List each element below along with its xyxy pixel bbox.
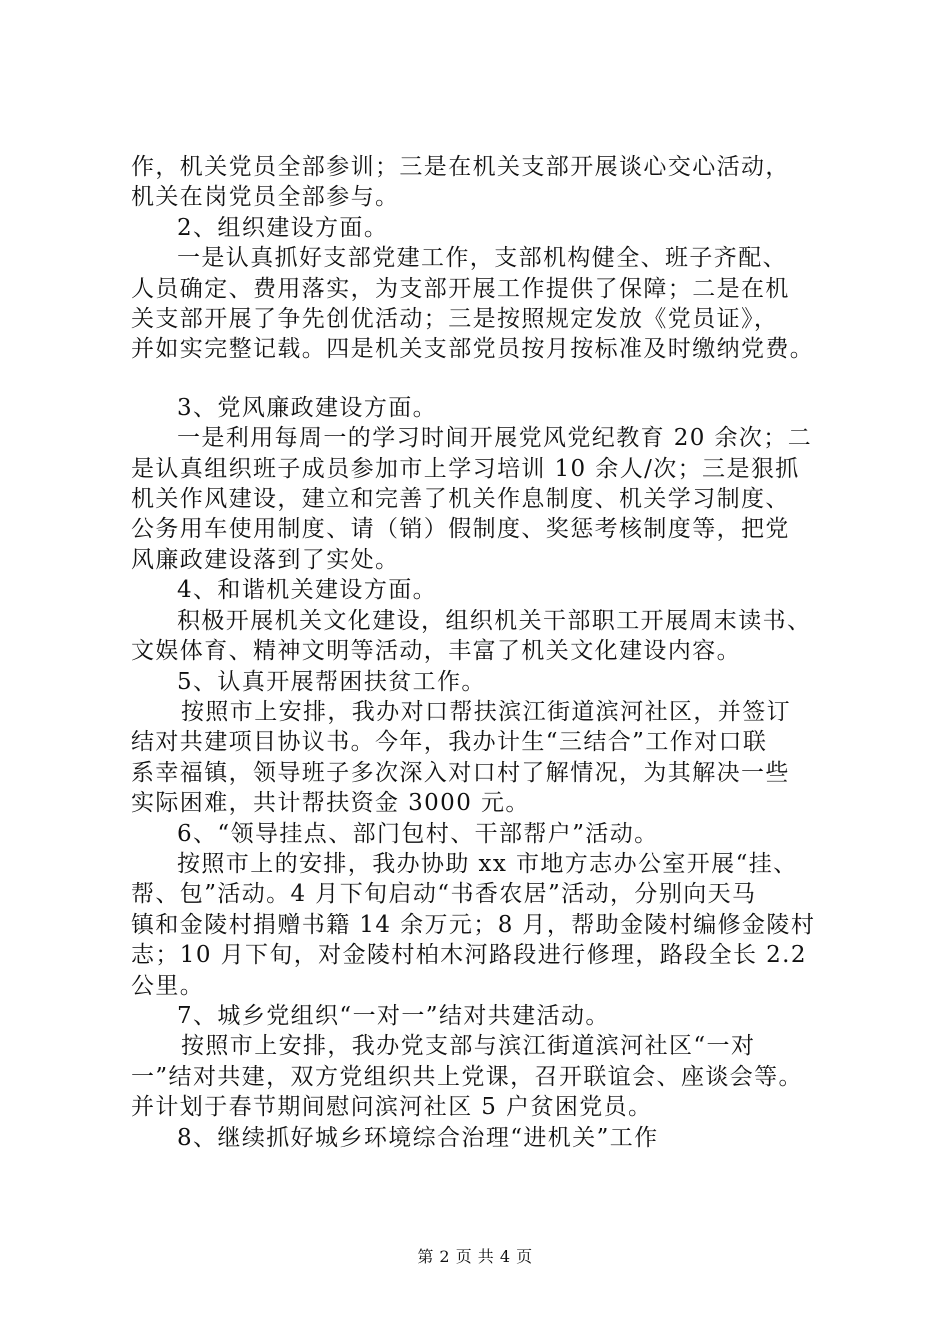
text-line: 系幸福镇，领导班子多次深入对口村了解情况，为其解决一些 [131, 759, 790, 786]
section-heading: 2、组织建设方面。 [177, 214, 389, 241]
text-line: 机关作风建设，建立和完善了机关作息制度、机关学习制度、 [131, 486, 790, 513]
section-heading: 4、和谐机关建设方面。 [177, 577, 438, 604]
text-line: 公务用车使用制度、请（销）假制度、奖惩考核制度等，把党 [131, 516, 790, 543]
text-line: 一是利用每周一的学习时间开展党风党纪教育 20 余次；二 [177, 425, 813, 452]
text-line: 公里。 [131, 972, 205, 999]
paragraph-gap [131, 365, 846, 393]
text-line: 文娱体育、精神文明等活动，丰富了机关文化建设内容。 [131, 638, 741, 665]
text-line: 关支部开展了争先创优活动；三是按照规定发放《党员证》， [131, 306, 779, 333]
text-line: 结对共建项目协议书。今年，我办计生“三结合”工作对口联 [131, 729, 768, 756]
text-line: 按照市上的安排，我办协助 xx 市地方志办公室开展“挂、 [177, 850, 798, 877]
text-line: 人员确定、费用落实，为支部开展工作提供了保障；二是在机 [131, 275, 790, 302]
text-line: 按照市上安排，我办党支部与滨江街道滨河社区“一对 [181, 1033, 756, 1060]
text-line: 机关在岗党员全部参与。 [131, 184, 400, 211]
text-line: 是认真组织班子成员参加市上学习培训 10 余人/次；三是狠抓 [131, 455, 800, 482]
section-heading: 3、党风廉政建设方面。 [177, 394, 438, 421]
page-number-footer: 第 2 页 共 4 页 [417, 1247, 533, 1266]
text-line: 积极开展机关文化建设，组织机关干部职工开展周末读书、 [177, 607, 812, 634]
text-line: 作，机关党员全部参训；三是在机关支部开展谈心交心活动， [131, 154, 790, 180]
text-line: 镇和金陵村捐赠书籍 14 余万元；8 月，帮助金陵村编修金陵村 [131, 911, 816, 938]
text-line: 一是认真抓好支部党建工作，支部机构健全、班子齐配、 [177, 245, 787, 272]
text-line: 帮、包”活动。4 月下旬启动“书香农居”活动，分别向天马 [131, 881, 757, 908]
text-line: 志；10 月下旬，对金陵村柏木河路段进行修理，路段全长 2.2 [131, 942, 807, 969]
document-body [131, 152, 846, 1153]
text-line: 一”结对共建，双方党组织共上党课，召开联谊会、座谈会等。 [131, 1063, 803, 1090]
text-line: 风廉政建设落到了实处。 [131, 546, 400, 573]
section-heading: 8、继续抓好城乡环境综合治理“进机关”工作 [177, 1124, 659, 1151]
section-heading: 7、城乡党组织“一对一”结对共建活动。 [177, 1002, 610, 1029]
text-line: 实际困难，共计帮扶资金 3000 元。 [131, 790, 530, 817]
text-line: 并如实完整记载。四是机关支部党员按月按标准及时缴纳党费。 [131, 336, 815, 363]
section-heading: 5、认真开展帮困扶贫工作。 [177, 668, 486, 695]
text-line: 并计划于春节期间慰问滨河社区 5 户贫困党员。 [131, 1094, 653, 1121]
section-heading: 6、“领导挂点、部门包村、干部帮户”活动。 [177, 820, 659, 847]
text-line: 按照市上安排，我办对口帮扶滨江街道滨河社区，并签订 [181, 698, 791, 725]
